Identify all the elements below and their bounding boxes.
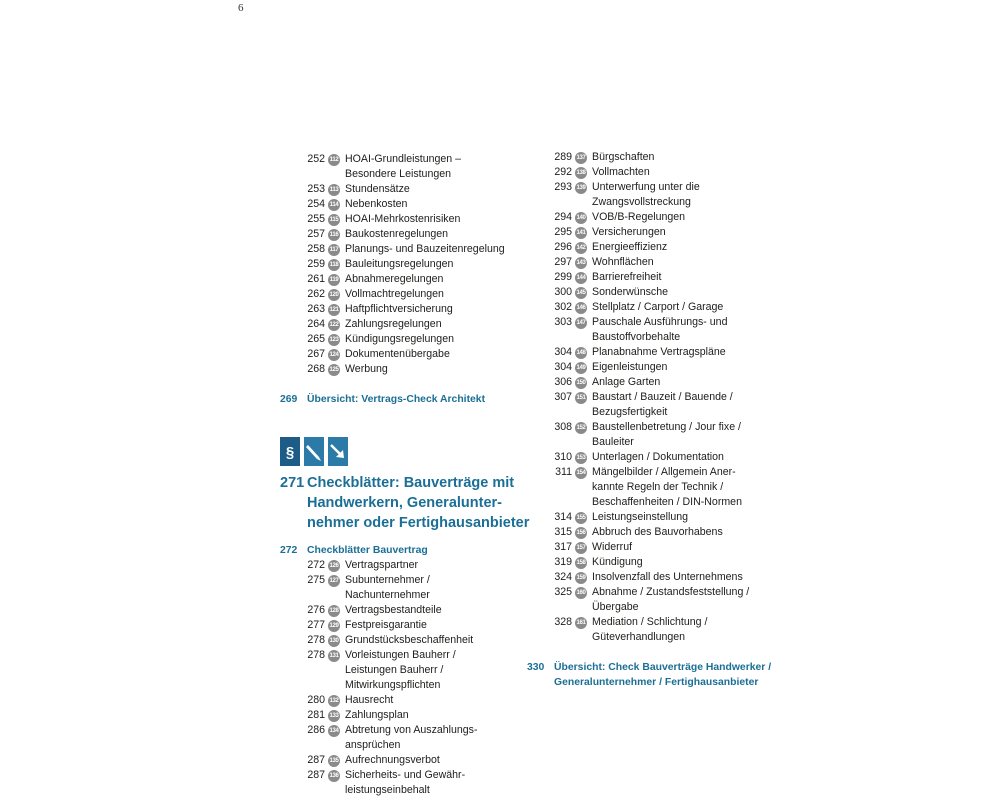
checklist-number-badge: 120: [328, 289, 340, 301]
checklist-number-badge: 160: [575, 587, 587, 599]
toc-entry-title: VOB/B-Regelungen: [592, 211, 686, 223]
checklist-number-badge: 143: [575, 257, 587, 269]
toc-entry-title: Unterlagen / Dokumentation: [592, 451, 724, 463]
toc-entry-page: 265: [307, 333, 325, 345]
toc-entry-page: 259: [307, 258, 325, 270]
toc-entry[interactable]: [527, 345, 787, 360]
toc-entry-title: Pauschale Ausführungs- und Baustoffvorbehalte: [592, 316, 728, 343]
arrow-down-right-icon: [328, 437, 348, 466]
toc-entry-title: Nebenkosten: [345, 198, 408, 210]
toc-entry-page: 300: [554, 286, 572, 298]
toc-left-lower: [280, 543, 530, 798]
toc-entry-page: 262: [307, 288, 325, 300]
checklist-number-badge: 128: [328, 605, 340, 617]
toc-entry[interactable]: [527, 585, 787, 615]
toc-entry-page: 302: [554, 301, 572, 313]
checklist-number-badge: 152: [575, 422, 587, 434]
toc-entry-title: Stellplatz / Carport / Garage: [592, 301, 724, 313]
toc-entry-title: Energieeffizienz: [592, 241, 668, 253]
toc-entry-title: Planungs- und Bauzeitenregelung: [345, 243, 505, 255]
checklist-number-badge: 144: [575, 272, 587, 284]
toc-entry-title: Abnahmeregelungen: [345, 273, 444, 285]
toc-overview-title: Übersicht: Check Bauverträge Handwerker / Generalunternehmer / Fertighausanbieter: [554, 662, 772, 688]
toc-entry[interactable]: [280, 693, 530, 708]
toc-entry[interactable]: [280, 633, 530, 648]
checklist-number-badge: 148: [575, 347, 587, 359]
toc-entry-title: Vollmachten: [592, 166, 650, 178]
toc-entry[interactable]: [527, 240, 787, 255]
toc-left-column: [280, 152, 530, 407]
toc-entry-title: Sonderwünsche: [592, 286, 668, 298]
toc-entry[interactable]: [527, 300, 787, 315]
checklist-number-badge: 138: [575, 167, 587, 179]
toc-right-column: [527, 150, 787, 690]
checklist-number-badge: 127: [328, 575, 340, 587]
checklist-number-badge: 150: [575, 377, 587, 389]
checklist-number-badge: 124: [328, 349, 340, 361]
toc-entry-page: 299: [554, 271, 572, 283]
toc-entry[interactable]: [280, 618, 530, 633]
toc-entry-title: Dokumentenübergabe: [345, 348, 450, 360]
toc-entry-page: 311: [555, 466, 572, 478]
toc-entry-title: Haftpflichtversicherung: [345, 303, 453, 315]
toc-entry-title: Wohnflächen: [592, 256, 654, 268]
toc-overview-architekt[interactable]: [280, 392, 530, 407]
checklist-number-badge: 125: [328, 364, 340, 376]
checklist-number-badge: 131: [328, 650, 340, 662]
toc-entry[interactable]: [527, 615, 787, 645]
toc-entry[interactable]: [527, 540, 787, 555]
checklist-number-badge: 141: [575, 227, 587, 239]
toc-entry-page: 252: [307, 153, 325, 165]
toc-entry-title: Baukostenregelungen: [345, 228, 449, 240]
toc-entry[interactable]: [280, 197, 530, 212]
toc-entry-title: Mediation / Schlichtung / Güteverhandlungen: [592, 616, 708, 643]
toc-entry-page: 258: [307, 243, 325, 255]
checklist-number-badge: 119: [328, 274, 340, 286]
toc-entry-title: Grundstücksbeschaffenheit: [345, 634, 474, 646]
checklist-number-badge: 154: [575, 467, 587, 479]
checklist-number-badge: 140: [575, 212, 587, 224]
toc-entry-page: 315: [554, 526, 572, 538]
toc-entry[interactable]: [280, 768, 530, 798]
checklist-number-badge: 123: [328, 334, 340, 346]
toc-entry[interactable]: [527, 570, 787, 585]
toc-entry-title: Hausrecht: [345, 694, 394, 706]
toc-entry[interactable]: [280, 347, 530, 362]
checklist-number-badge: 121: [328, 304, 340, 316]
toc-entry-page: 272: [307, 559, 325, 571]
chapter-title: Checkblätter: Bauverträge mit Handwerkern, Generalunter- nehmer oder Fertighausanbieter: [307, 475, 530, 531]
toc-entry[interactable]: [280, 152, 530, 182]
toc-entry[interactable]: [280, 302, 530, 317]
toc-entry-page: 328: [554, 616, 572, 628]
toc-entry-title: Aufrechnungsverbot: [345, 754, 440, 766]
checklist-number-badge: 159: [575, 572, 587, 584]
toc-entry-page: 307: [554, 391, 572, 403]
toc-entry[interactable]: [527, 390, 787, 420]
toc-entry[interactable]: [280, 723, 530, 753]
toc-entry-page: 278: [307, 649, 325, 661]
toc-entry-page: 261: [307, 273, 325, 285]
toc-entry-page: 278: [307, 634, 325, 646]
toc-entry-title: Insolvenzfall des Unternehmens: [592, 571, 743, 583]
checklist-number-badge: 139: [575, 182, 587, 194]
checklist-number-badge: 136: [328, 770, 340, 782]
toc-entry-page: 296: [554, 241, 572, 253]
toc-entry-page: 292: [554, 166, 572, 178]
checklist-number-badge: 129: [328, 620, 340, 632]
checklist-number-badge: 145: [575, 287, 587, 299]
checklist-number-badge: 113: [328, 184, 340, 196]
toc-entry-page: 303: [554, 316, 572, 328]
checklist-number-badge: 158: [575, 557, 587, 569]
toc-entry-title: Eigenleistungen: [592, 361, 668, 373]
toc-overview-title: Übersicht: Vertrags-Check Architekt: [307, 394, 486, 405]
toc-entry-page: 294: [554, 211, 572, 223]
toc-entry-title: Stundensätze: [345, 183, 410, 195]
toc-entry-title: Vorleistungen Bauherr / Leistungen Bauherr / Mitwirkungspflichten: [345, 649, 456, 691]
checklist-number-badge: 126: [328, 560, 340, 572]
toc-entry[interactable]: [527, 525, 787, 540]
toc-entry-page: 319: [554, 556, 572, 568]
toc-entry[interactable]: [280, 708, 530, 723]
toc-overview-page: 330: [527, 662, 545, 673]
checklist-number-badge: 142: [575, 242, 587, 254]
toc-entry[interactable]: [280, 648, 530, 693]
toc-entry-title: Planabnahme Vertragspläne: [592, 346, 726, 358]
toc-entry-page: 289: [554, 151, 572, 163]
toc-entry-page: 287: [307, 754, 325, 766]
toc-entry-page: 310: [554, 451, 572, 463]
toc-entry[interactable]: [280, 257, 530, 272]
toc-entry-title: Unterwerfung unter die Zwangsvollstreckung: [592, 181, 700, 208]
toc-entry-page: 304: [554, 346, 572, 358]
checklist-number-badge: 157: [575, 542, 587, 554]
checklist-number-badge: 130: [328, 635, 340, 647]
toc-entry-title: Vollmachtregelungen: [345, 288, 444, 300]
toc-entry-page: 263: [307, 303, 325, 315]
checklist-number-badge: 134: [328, 725, 340, 737]
chapter-icons: [280, 437, 348, 466]
checklist-number-badge: 133: [328, 710, 340, 722]
toc-entry-page: 255: [307, 213, 325, 225]
toc-entry[interactable]: [280, 317, 530, 332]
toc-entry[interactable]: [527, 180, 787, 210]
toc-entry-page: 254: [307, 198, 325, 210]
toc-entry-page: 257: [307, 228, 325, 240]
toc-entry-page: 295: [554, 226, 572, 238]
toc-entry[interactable]: [527, 150, 787, 165]
checklist-number-badge: 116: [328, 229, 340, 241]
toc-entry-list: [280, 152, 530, 377]
toc-entry[interactable]: [527, 270, 787, 285]
toc-entry-page: 280: [307, 694, 325, 706]
toc-entry[interactable]: [280, 362, 530, 377]
pencil-icon: [304, 437, 324, 466]
toc-entry-page: 275: [307, 574, 325, 586]
toc-entry[interactable]: [527, 210, 787, 225]
toc-entry-title: Vertragspartner: [345, 559, 419, 571]
paragraph-icon: [280, 437, 300, 466]
checklist-number-badge: 114: [328, 199, 340, 211]
toc-entry-title: Bürgschaften: [592, 151, 655, 163]
checklist-number-badge: 117: [328, 244, 340, 256]
toc-entry-title: Abnahme / Zustandsfeststellung / Übergabe: [592, 586, 750, 613]
toc-entry-title: Baustellenbetretung / Jour fixe / Bauleiter: [592, 421, 741, 448]
toc-entry[interactable]: [280, 242, 530, 257]
toc-entry-page: 267: [307, 348, 325, 360]
toc-entry-page: 281: [307, 709, 325, 721]
section-page: 272: [280, 545, 298, 556]
toc-entry[interactable]: [280, 332, 530, 347]
toc-entry-title: Widerruf: [592, 541, 633, 553]
checklist-number-badge: 146: [575, 302, 587, 314]
checklist-number-badge: 112: [328, 154, 340, 166]
checklist-number-badge: 147: [575, 317, 587, 329]
checklist-number-badge: 135: [328, 755, 340, 767]
toc-entry[interactable]: [527, 285, 787, 300]
toc-entry-title: Festpreisgarantie: [345, 619, 427, 631]
toc-entry-title: Bauleitungsregelungen: [345, 258, 454, 270]
checklist-number-badge: 118: [328, 259, 340, 271]
svg-text:§: §: [285, 444, 295, 461]
toc-overview-page: 269: [280, 394, 298, 405]
toc-entry-list: [527, 150, 787, 645]
toc-entry-page: 286: [307, 724, 325, 736]
toc-entry-page: 287: [307, 769, 325, 781]
toc-entry[interactable]: [527, 555, 787, 570]
toc-entry-page: 253: [307, 183, 325, 195]
toc-entry-title: Anlage Garten: [592, 376, 661, 388]
toc-entry[interactable]: [527, 315, 787, 345]
toc-entry[interactable]: [527, 450, 787, 465]
toc-entry-page: 324: [554, 571, 572, 583]
toc-entry[interactable]: [527, 255, 787, 270]
checklist-number-badge: 156: [575, 527, 587, 539]
toc-entry-title: Baustart / Bauzeit / Bauende / Bezugsfertigkeit: [592, 391, 733, 418]
toc-entry[interactable]: [280, 272, 530, 287]
toc-entry-page: 293: [554, 181, 572, 193]
toc-entry-title: Zahlungsplan: [345, 709, 409, 721]
toc-entry-title: HOAI-Mehrkostenrisiken: [345, 213, 461, 225]
chapter-page: 271: [280, 475, 305, 491]
toc-entry[interactable]: [280, 558, 530, 573]
toc-entry[interactable]: [527, 375, 787, 390]
toc-entry-title: Zahlungsregelungen: [345, 318, 442, 330]
toc-entry-page: 268: [307, 363, 325, 375]
toc-overview-bauvertraege[interactable]: [527, 660, 787, 690]
checklist-number-badge: 161: [575, 617, 587, 629]
toc-entry-title: HOAI-Grundleistungen – Besondere Leistungen: [345, 153, 462, 180]
checklist-number-badge: 115: [328, 214, 340, 226]
checklist-number-badge: 151: [575, 392, 587, 404]
toc-entry[interactable]: [527, 360, 787, 375]
toc-entry-title: Abbruch des Bauvorhabens: [592, 526, 723, 538]
toc-entry-page: 297: [554, 256, 572, 268]
toc-entry-page: 325: [554, 586, 572, 598]
toc-entry-title: Subunternehmer / Nachunternehmer: [345, 574, 430, 601]
toc-entry-title: Sicherheits- und Gewähr- leistungseinbehalt: [345, 769, 466, 796]
checklist-number-badge: 155: [575, 512, 587, 524]
toc-entry[interactable]: [280, 182, 530, 197]
checklist-number-badge: 132: [328, 695, 340, 707]
toc-entry[interactable]: [280, 227, 530, 242]
toc-entry-page: 314: [554, 511, 572, 523]
toc-entry[interactable]: [527, 510, 787, 525]
checklist-number-badge: 122: [328, 319, 340, 331]
toc-entry-title: Leistungseinstellung: [592, 511, 689, 523]
page-number: 6: [238, 2, 244, 14]
toc-entry-page: 306: [554, 376, 572, 388]
toc-entry-page: 317: [554, 541, 572, 553]
toc-entry-page: 264: [307, 318, 325, 330]
toc-entry-title: Mängelbilder / Allgemein Aner- kannte Regeln der Technik / Beschaffenheiten / DIN-Normen: [592, 466, 742, 508]
toc-entry-page: 304: [554, 361, 572, 373]
toc-entry[interactable]: [527, 165, 787, 180]
checklist-number-badge: 137: [575, 152, 587, 164]
toc-entry[interactable]: [280, 287, 530, 302]
checklist-number-badge: 149: [575, 362, 587, 374]
section-title: Checkblätter Bauvertrag: [307, 545, 428, 556]
toc-entry-title: Versicherungen: [592, 226, 666, 238]
toc-entry[interactable]: [280, 212, 530, 227]
toc-entry[interactable]: [527, 225, 787, 240]
toc-entry-page: 308: [554, 421, 572, 433]
toc-entry-page: 276: [307, 604, 325, 616]
toc-entry-page: 277: [307, 619, 325, 631]
toc-entry[interactable]: [527, 465, 787, 510]
toc-entry[interactable]: [280, 573, 530, 603]
toc-entry[interactable]: [527, 420, 787, 450]
toc-entry[interactable]: [280, 753, 530, 768]
toc-entry[interactable]: [280, 603, 530, 618]
checklist-number-badge: 153: [575, 452, 587, 464]
toc-entry-title: Vertragsbestandteile: [345, 604, 442, 616]
toc-entry-list: [280, 558, 530, 798]
toc-entry-title: Werbung: [345, 363, 388, 375]
toc-entry-title: Barrierefreiheit: [592, 271, 662, 283]
toc-entry-title: Kündigungsregelungen: [345, 333, 454, 345]
chapter-heading[interactable]: [280, 473, 529, 533]
toc-entry-title: Kündigung: [592, 556, 643, 568]
toc-entry-title: Abtretung von Auszahlungs- ansprüchen: [345, 724, 478, 751]
section-heading[interactable]: [280, 543, 530, 558]
